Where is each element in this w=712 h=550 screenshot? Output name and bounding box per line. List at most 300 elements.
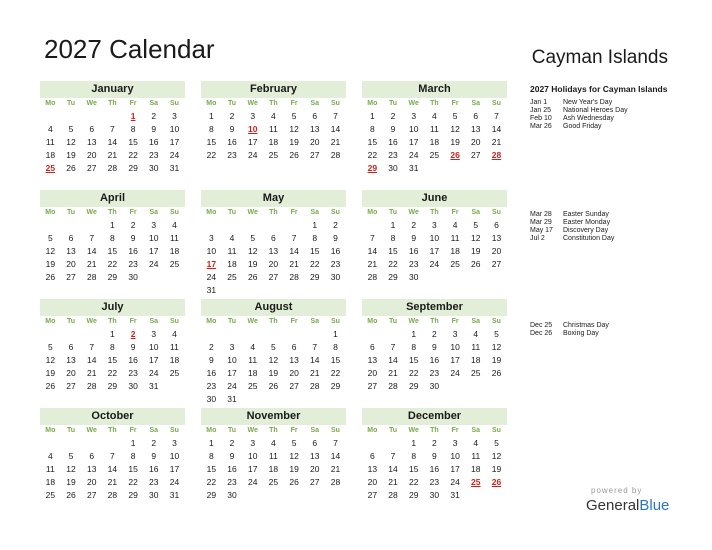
calendar-day: 10 xyxy=(450,342,460,352)
calendar-day: 21 xyxy=(367,259,378,269)
month-february xyxy=(201,81,346,162)
calendar-day: 31 xyxy=(169,163,180,173)
holiday-name: Discovery Day xyxy=(563,227,609,234)
weekday-label: We xyxy=(408,100,419,107)
calendar-day: 22 xyxy=(107,368,118,378)
calendar-day: 9 xyxy=(151,451,157,461)
calendar-day: 10 xyxy=(149,342,159,352)
weekday-label: Tu xyxy=(389,427,398,434)
calendar-day: 17 xyxy=(450,464,460,474)
calendar-day: 3 xyxy=(151,220,157,230)
calendar-day: 17 xyxy=(227,368,237,378)
holiday-date: 29 xyxy=(367,163,378,173)
calendar-day: 15 xyxy=(128,464,138,474)
empty-cell xyxy=(40,328,61,341)
weekday-label: Fr xyxy=(451,427,459,434)
calendar-day: 6 xyxy=(291,342,297,352)
calendar-day: 12 xyxy=(471,233,481,243)
calendar-day: 12 xyxy=(45,355,56,365)
calendar-day: 10 xyxy=(169,124,180,134)
weekday-label: Su xyxy=(169,209,179,216)
calendar-day: 13 xyxy=(310,451,320,461)
calendar-day: 1 xyxy=(110,220,115,230)
calendar-day: 19 xyxy=(450,137,460,147)
calendar-day: 24 xyxy=(169,150,180,160)
weekday-label: Th xyxy=(430,318,439,325)
empty-cell xyxy=(362,219,383,232)
calendar-day: 26 xyxy=(289,477,299,487)
calendar-day: 24 xyxy=(408,150,419,160)
calendar-day: 11 xyxy=(268,124,278,134)
calendar-day: 21 xyxy=(388,368,398,378)
calendar-day: 14 xyxy=(388,355,398,365)
month-name: April xyxy=(40,190,185,207)
calendar-day: 4 xyxy=(47,124,53,134)
holiday-item xyxy=(530,330,609,338)
empty-cell xyxy=(383,328,404,341)
calendar-day: 7 xyxy=(369,233,375,243)
weekday-label: We xyxy=(86,209,97,216)
empty-cell xyxy=(383,437,404,450)
holiday-name: Ash Wednesday xyxy=(563,115,614,122)
calendar-day: 18 xyxy=(227,259,237,269)
weekday-label: Sa xyxy=(471,209,481,216)
calendar-day: 25 xyxy=(429,150,440,160)
calendar-day: 22 xyxy=(367,150,378,160)
calendar-day: 20 xyxy=(86,477,97,487)
weekday-label: Tu xyxy=(228,427,237,434)
holiday-item xyxy=(530,115,628,123)
weekday-label: Mo xyxy=(45,427,56,434)
calendar-day: 17 xyxy=(247,137,258,147)
calendar-day: 5 xyxy=(47,342,53,352)
empty-cell xyxy=(81,110,102,123)
calendar-day: 23 xyxy=(149,477,159,487)
calendar-day: 15 xyxy=(330,355,341,365)
calendar-day: 13 xyxy=(66,246,76,256)
weekday-label: Th xyxy=(269,100,278,107)
calendar-day: 29 xyxy=(408,381,419,391)
empty-cell xyxy=(40,219,61,232)
holiday-date-label: Mar 28 xyxy=(530,211,552,218)
calendar-day: 21 xyxy=(86,259,97,269)
calendar-day: 24 xyxy=(149,259,159,269)
calendar-day: 1 xyxy=(411,329,417,339)
weekday-label: Th xyxy=(269,209,278,216)
holiday-date-label: Mar 26 xyxy=(530,123,552,130)
weekday-label: Sa xyxy=(310,427,320,434)
holiday-date-label: Jan 25 xyxy=(530,107,552,114)
weekday-label: Th xyxy=(430,209,439,216)
calendar-day: 9 xyxy=(130,233,136,243)
calendar-day: 28 xyxy=(86,381,97,391)
calendar-day: 4 xyxy=(432,111,437,121)
calendar-day: 6 xyxy=(494,220,499,230)
holiday-date-label: Mar 29 xyxy=(530,219,552,226)
calendar-day: 24 xyxy=(149,368,159,378)
empty-cell xyxy=(201,219,222,232)
calendar-day: 8 xyxy=(369,124,375,134)
calendar-day: 28 xyxy=(289,272,299,282)
holiday-date-label: Jul 2 xyxy=(530,235,545,242)
calendar-day: 3 xyxy=(208,233,214,243)
weekday-label: Sa xyxy=(149,318,159,325)
weekday-label: Fr xyxy=(290,427,298,434)
weekday-label: Th xyxy=(430,100,439,107)
calendar-day: 7 xyxy=(89,342,95,352)
month-august xyxy=(201,299,346,406)
calendar-day: 5 xyxy=(271,342,276,352)
weekday-label: Su xyxy=(491,427,501,434)
calendar-day: 12 xyxy=(66,464,76,474)
month-name: June xyxy=(362,190,507,207)
weekday-label: Tu xyxy=(389,209,398,216)
calendar-day: 6 xyxy=(271,233,276,243)
calendar-day: 11 xyxy=(248,355,258,365)
weekday-label: Mo xyxy=(367,100,378,107)
calendar-day: 7 xyxy=(390,451,396,461)
calendar-day: 2 xyxy=(432,329,437,339)
calendar-day: 14 xyxy=(367,246,378,256)
weekday-label: Fr xyxy=(129,427,137,434)
calendar-day: 27 xyxy=(86,490,97,500)
weekday-label: Tu xyxy=(389,100,398,107)
calendar-day: 1 xyxy=(208,111,214,121)
calendar-day: 28 xyxy=(310,381,320,391)
calendar-day: 3 xyxy=(250,111,256,121)
calendar-day: 28 xyxy=(388,381,398,391)
weekday-label: We xyxy=(408,427,419,434)
calendar-day: 29 xyxy=(408,490,419,500)
calendar-day: 12 xyxy=(491,451,502,461)
month-name: March xyxy=(362,81,507,98)
calendar-day: 25 xyxy=(450,259,460,269)
weekday-label: Su xyxy=(169,318,179,325)
holiday-item xyxy=(530,123,628,131)
calendar-day: 17 xyxy=(450,355,460,365)
calendar-day: 12 xyxy=(268,355,279,365)
calendar-day: 17 xyxy=(149,355,159,365)
weekday-label: Mo xyxy=(206,427,217,434)
weekday-label: Su xyxy=(330,209,340,216)
calendar-day: 5 xyxy=(250,233,256,243)
weekday-label: Tu xyxy=(389,318,398,325)
empty-cell xyxy=(40,437,61,450)
calendar-day: 10 xyxy=(429,233,440,243)
weekday-label: Mo xyxy=(45,209,56,216)
calendar-day: 19 xyxy=(66,150,76,160)
calendar-day: 25 xyxy=(268,477,279,487)
calendar-day: 6 xyxy=(473,111,479,121)
calendar-day: 25 xyxy=(247,381,258,391)
calendar-day: 17 xyxy=(429,246,440,256)
calendar-day: 13 xyxy=(367,464,378,474)
calendar-day: 21 xyxy=(289,259,299,269)
weekday-label: Sa xyxy=(310,100,320,107)
calendar-day: 20 xyxy=(367,477,378,487)
weekday-label: We xyxy=(86,100,97,107)
holiday-name: Good Friday xyxy=(563,123,602,130)
calendar-day: 27 xyxy=(367,381,378,391)
calendar-day: 21 xyxy=(310,368,320,378)
weekday-label: Su xyxy=(330,318,340,325)
calendar-day: 2 xyxy=(432,438,437,448)
calendar-day: 29 xyxy=(388,272,398,282)
calendar-day: 6 xyxy=(89,451,95,461)
weekday-label: Fr xyxy=(290,318,298,325)
holiday-date-label: Jan 1 xyxy=(530,99,548,106)
holiday-date-label: Feb 10 xyxy=(530,115,552,122)
holiday-date-label: Dec 25 xyxy=(530,322,553,329)
weekday-label: Su xyxy=(491,100,501,107)
weekday-label: Tu xyxy=(228,100,237,107)
weekday-label: Th xyxy=(108,100,117,107)
calendar-day: 22 xyxy=(330,368,341,378)
calendar-day: 29 xyxy=(107,272,118,282)
weekday-label: We xyxy=(86,427,97,434)
empty-cell xyxy=(61,437,82,450)
calendar-day: 26 xyxy=(66,163,76,173)
calendar-day: 21 xyxy=(330,137,341,147)
calendar-day: 29 xyxy=(330,381,341,391)
calendar-day: 8 xyxy=(208,451,214,461)
month-name: February xyxy=(201,81,346,98)
calendar-day: 27 xyxy=(367,490,378,500)
calendar-day: 15 xyxy=(408,464,419,474)
calendar-day: 29 xyxy=(206,490,217,500)
calendar-day: 8 xyxy=(208,124,214,134)
calendar-day: 19 xyxy=(491,464,502,474)
calendar-day: 21 xyxy=(107,477,118,487)
calendar-day: 10 xyxy=(247,451,258,461)
calendar-day: 26 xyxy=(491,368,502,378)
empty-cell xyxy=(61,328,82,341)
weekday-label: Tu xyxy=(67,318,76,325)
calendar-day: 20 xyxy=(86,150,97,160)
calendar-day: 15 xyxy=(128,137,138,147)
calendar-day: 11 xyxy=(45,464,55,474)
month-name: December xyxy=(362,408,507,425)
calendar-day: 6 xyxy=(312,438,318,448)
calendar-day: 15 xyxy=(206,137,217,147)
calendar-day: 20 xyxy=(66,368,76,378)
empty-cell xyxy=(81,328,102,341)
calendar-day: 25 xyxy=(471,368,481,378)
calendar-day: 3 xyxy=(151,329,157,339)
calendar-day: 11 xyxy=(450,233,460,243)
calendar-day: 30 xyxy=(206,394,217,404)
calendar-day: 2 xyxy=(151,111,157,121)
brand-logo[interactable] xyxy=(586,497,669,514)
calendar-day: 7 xyxy=(390,342,396,352)
month-november xyxy=(201,408,346,502)
calendar-day: 4 xyxy=(473,438,479,448)
empty-cell xyxy=(263,328,284,341)
calendar-day: 11 xyxy=(471,342,481,352)
calendar-day: 25 xyxy=(268,150,279,160)
calendar-day: 18 xyxy=(45,477,56,487)
calendar-day: 11 xyxy=(170,342,179,352)
weekday-label: Fr xyxy=(451,209,459,216)
calendar-day: 25 xyxy=(227,272,237,282)
calendar-day: 16 xyxy=(330,246,341,256)
calendar-day: 2 xyxy=(208,342,214,352)
calendar-day: 3 xyxy=(172,438,177,448)
calendar-day: 15 xyxy=(310,246,320,256)
month-march xyxy=(362,81,507,175)
holiday-date-label: Dec 26 xyxy=(530,330,553,337)
holiday-item xyxy=(530,227,614,235)
calendar-day: 2 xyxy=(229,111,235,121)
calendar-day: 25 xyxy=(169,368,180,378)
holiday-date: 2 xyxy=(130,329,136,339)
weekday-label: Sa xyxy=(149,209,159,216)
calendar-day: 24 xyxy=(206,272,217,282)
calendar-day: 18 xyxy=(169,246,180,256)
calendar-day: 10 xyxy=(227,355,237,365)
month-name: May xyxy=(201,190,346,207)
holiday-item xyxy=(530,99,628,107)
calendar-day: 13 xyxy=(268,246,279,256)
calendar-day: 30 xyxy=(388,163,398,173)
holiday-group xyxy=(530,211,614,243)
month-name: November xyxy=(201,408,346,425)
month-name: October xyxy=(40,408,185,425)
calendar-day: 14 xyxy=(107,464,118,474)
calendar-day: 3 xyxy=(229,342,235,352)
calendar-day: 27 xyxy=(310,150,320,160)
empty-cell xyxy=(40,110,61,123)
weekday-label: We xyxy=(408,209,419,216)
calendar-day: 3 xyxy=(452,438,458,448)
calendar-day: 16 xyxy=(408,246,419,256)
calendar-day: 4 xyxy=(271,438,276,448)
weekday-label: Th xyxy=(269,427,278,434)
calendar-day: 1 xyxy=(369,111,375,121)
calendar-day: 5 xyxy=(47,233,53,243)
empty-cell xyxy=(362,328,383,341)
calendar-day: 18 xyxy=(450,246,460,256)
weekday-label: We xyxy=(86,318,97,325)
holiday-item xyxy=(530,107,628,115)
calendar-day: 17 xyxy=(408,137,419,147)
calendar-day: 21 xyxy=(107,150,118,160)
calendar-day: 9 xyxy=(130,342,136,352)
calendar-day: 7 xyxy=(333,111,338,121)
calendar-day: 9 xyxy=(229,451,235,461)
calendar-day: 17 xyxy=(169,137,180,147)
calendar-day: 30 xyxy=(429,490,440,500)
calendar-day: 1 xyxy=(130,438,136,448)
calendar-day: 12 xyxy=(247,246,258,256)
calendar-day: 26 xyxy=(45,381,56,391)
calendar-day: 25 xyxy=(169,259,180,269)
calendar-day: 20 xyxy=(471,137,481,147)
holidays-title: 2027 Holidays for Cayman Islands xyxy=(530,84,668,94)
holiday-item xyxy=(530,219,614,227)
calendar-day: 3 xyxy=(411,111,417,121)
holiday-name: National Heroes Day xyxy=(563,107,628,114)
calendar-day: 11 xyxy=(429,124,439,134)
calendar-day: 4 xyxy=(271,111,276,121)
calendar-day: 7 xyxy=(110,451,115,461)
weekday-label: Fr xyxy=(129,209,137,216)
weekday-label: Fr xyxy=(290,209,298,216)
calendar-day: 23 xyxy=(408,259,419,269)
weekday-label: Mo xyxy=(206,100,217,107)
month-september xyxy=(362,299,507,393)
calendar-day: 22 xyxy=(206,477,217,487)
weekday-label: Mo xyxy=(45,318,56,325)
holiday-name: Constitution Day xyxy=(563,235,615,242)
calendar-day: 25 xyxy=(45,490,56,500)
calendar-day: 21 xyxy=(330,464,341,474)
calendar-day: 9 xyxy=(432,342,437,352)
weekday-label: Sa xyxy=(310,318,320,325)
weekday-label: Mo xyxy=(45,100,56,107)
calendar-day: 24 xyxy=(227,381,237,391)
calendar-day: 16 xyxy=(227,464,237,474)
empty-cell xyxy=(201,328,222,341)
calendar-day: 21 xyxy=(86,368,97,378)
calendar-day: 26 xyxy=(45,272,56,282)
calendar-day: 9 xyxy=(390,124,396,134)
calendar-day: 18 xyxy=(268,464,279,474)
calendar-day: 22 xyxy=(128,150,138,160)
calendar-day: 30 xyxy=(429,381,440,391)
empty-cell xyxy=(362,437,383,450)
holiday-date: 17 xyxy=(206,259,217,269)
holiday-name: New Year's Day xyxy=(563,99,613,106)
calendar-day: 18 xyxy=(45,150,56,160)
calendar-day: 6 xyxy=(68,233,74,243)
calendar-day: 4 xyxy=(172,329,177,339)
calendar-day: 17 xyxy=(247,464,258,474)
calendar-day: 14 xyxy=(86,355,97,365)
calendar-day: 24 xyxy=(450,368,460,378)
calendar-day: 20 xyxy=(310,137,320,147)
calendar-day: 23 xyxy=(149,150,159,160)
calendar-day: 14 xyxy=(330,451,341,461)
holiday-name: Boxing Day xyxy=(563,330,599,337)
weekday-label: Mo xyxy=(206,318,217,325)
calendar-day: 19 xyxy=(66,477,76,487)
calendar-day: 4 xyxy=(473,329,479,339)
calendar-day: 8 xyxy=(411,451,417,461)
calendar-day: 13 xyxy=(86,137,97,147)
weekday-label: Fr xyxy=(129,318,137,325)
month-december xyxy=(362,408,507,502)
calendar-day: 6 xyxy=(369,342,375,352)
calendar-day: 29 xyxy=(128,163,138,173)
calendar-day: 27 xyxy=(289,381,299,391)
empty-cell xyxy=(242,328,263,341)
calendar-day: 1 xyxy=(333,329,338,339)
calendar-day: 2 xyxy=(390,111,396,121)
calendar-day: 18 xyxy=(429,137,440,147)
calendar-day: 11 xyxy=(268,451,278,461)
calendar-day: 14 xyxy=(86,246,97,256)
weekday-label: We xyxy=(408,318,419,325)
weekday-label: Fr xyxy=(451,100,459,107)
calendar-day: 14 xyxy=(330,124,341,134)
calendar-day: 11 xyxy=(227,246,237,256)
calendar-day: 18 xyxy=(268,137,279,147)
weekday-label: We xyxy=(247,100,258,107)
calendar-day: 22 xyxy=(408,368,419,378)
calendar-day: 6 xyxy=(312,111,318,121)
calendar-day: 27 xyxy=(268,272,279,282)
